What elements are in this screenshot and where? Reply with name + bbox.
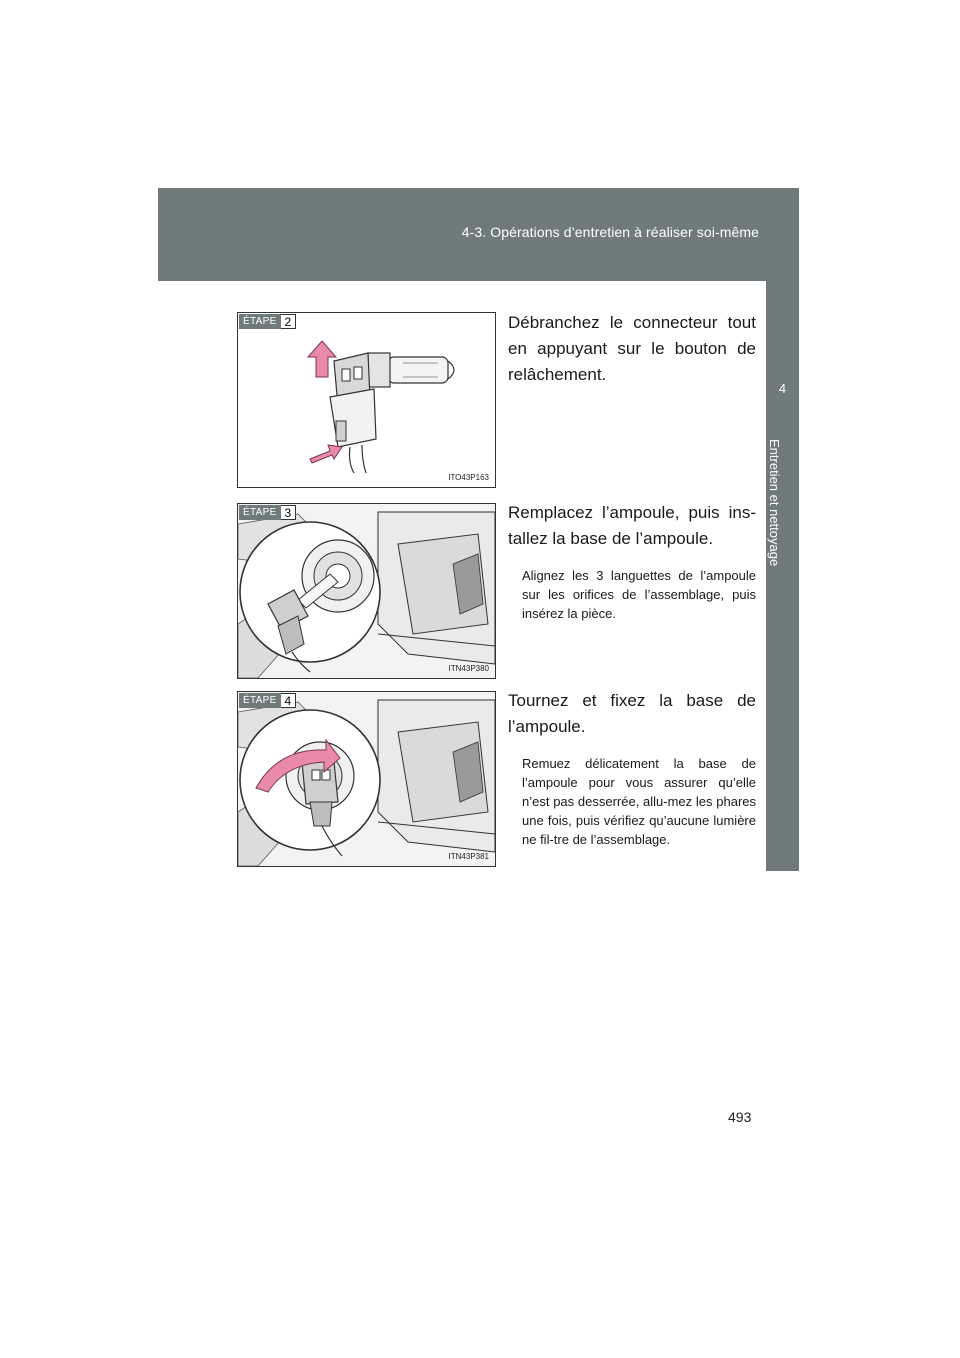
section-title: 4-3. Opérations d’entretien à réaliser soi-même [461, 224, 759, 240]
figure-code: ITN43P380 [448, 664, 489, 673]
bulb-connector-illustration [238, 313, 495, 487]
figure-code: ITO43P163 [448, 473, 489, 482]
step-4-text [508, 688, 756, 849]
step-instruction: Remplacez l’ampoule, puis ins-tallez la base de l’ampoule. [508, 503, 756, 548]
step-instruction: Débranchez le connecteur tout en appuyant sur le bouton de relâchement. [508, 313, 756, 384]
step-note: Alignez les 3 languettes de l’ampoule sur les orifices de l’assemblage, puis insérez la pièce. [522, 568, 756, 621]
step-badge [239, 693, 296, 708]
headlight-bulb-rotate-illustration [238, 692, 495, 866]
figure-code: ITN43P381 [448, 852, 489, 861]
step-instruction: Tournez et fixez la base de l’ampoule. [508, 691, 756, 736]
step-badge-word: ÉTAPE [239, 505, 281, 520]
figure-step-4 [237, 691, 496, 867]
chapter-number: 4 [778, 381, 787, 396]
step-badge-number: 4 [281, 693, 297, 708]
step-badge [239, 314, 296, 329]
figure-step-2 [237, 312, 496, 488]
step-3-text [508, 500, 756, 623]
step-badge-word: ÉTAPE [239, 693, 281, 708]
chapter-label: Entretien et nettoyage [767, 439, 782, 567]
step-badge-word: ÉTAPE [239, 314, 281, 329]
figure-step-3 [237, 503, 496, 679]
headlight-bulb-install-illustration [238, 504, 495, 678]
step-badge-number: 2 [281, 314, 297, 329]
page-number: 493 [728, 1109, 752, 1125]
step-2-text [508, 310, 756, 388]
chapter-side-tab [766, 281, 799, 871]
push-arrow-icon [310, 445, 342, 463]
step-note: Remuez délicatement la base de l’ampoule pour vous assurer qu’elle n’est pas desserrée, allu-mez les phares une fois, puis vérifiez qu’aucune lumière ne fil-tre de l’assemblage. [522, 756, 756, 847]
chapter-header [158, 188, 799, 281]
up-arrow-icon [308, 341, 336, 377]
step-badge [239, 505, 296, 520]
step-badge-number: 3 [281, 505, 297, 520]
